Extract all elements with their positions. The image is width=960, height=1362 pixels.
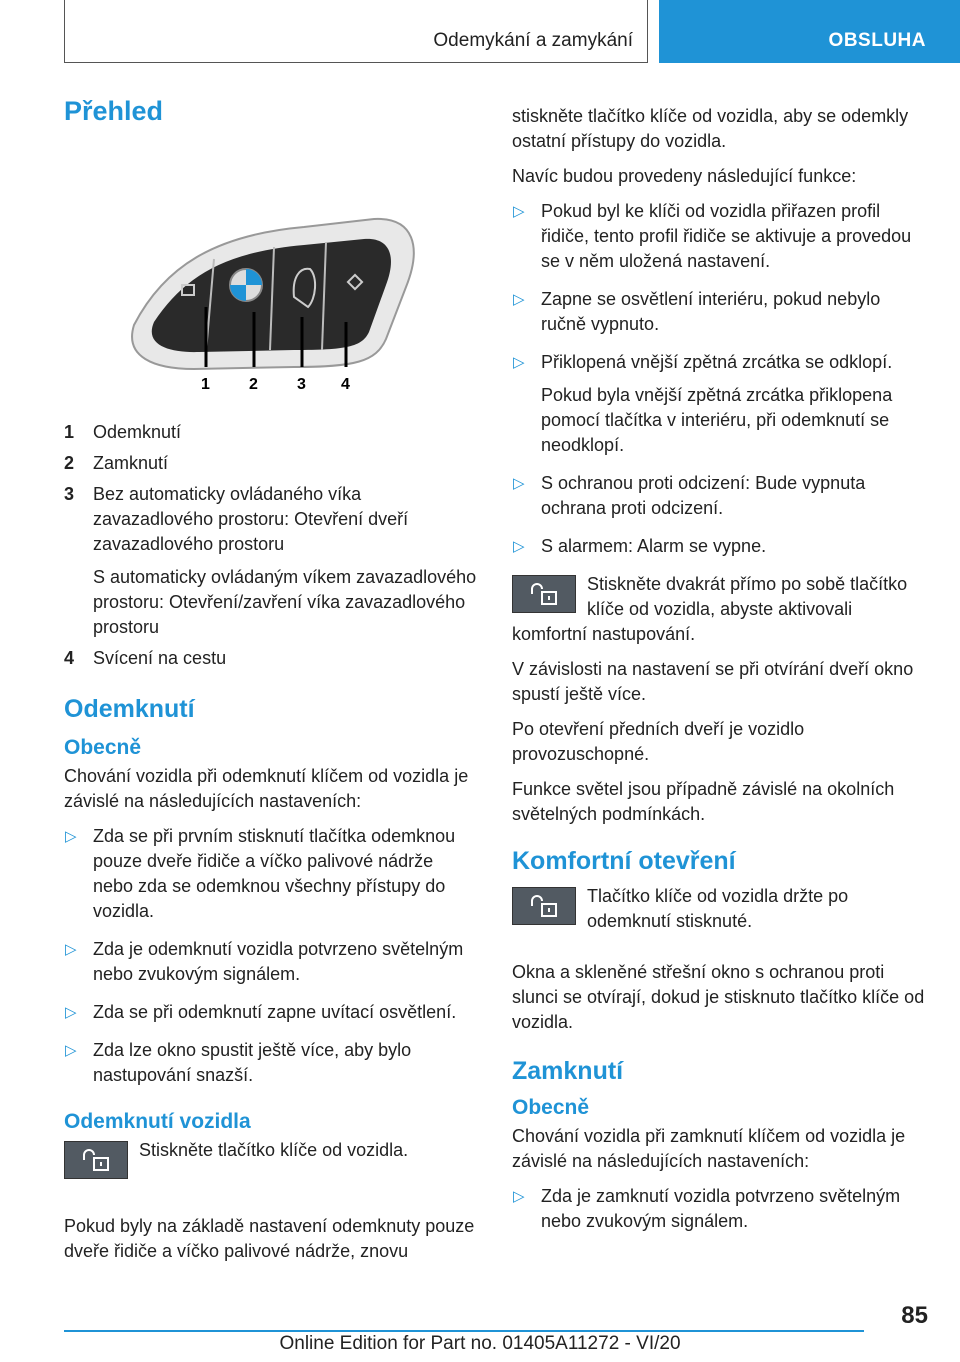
comfort-instruction: Tlačítko klíče od vozidla držte po odemknutí stisknuté. [512,884,926,950]
lock-general-heading: Obecně [512,1096,590,1119]
unlock-vehicle-heading: Odemknutí vozidla [64,1110,251,1133]
unlock-note: Pokud byly na základě nastavení odemknuty pouze dveře řidiče a víčko palivové nádrže, znovu [64,1216,475,1261]
paragraph: Navíc budou provedeny následující funkce: [512,166,857,186]
list-item: ▷ Zda je odemknutí vozidla potvrzeno světelným nebo zvukovým signálem. [65,939,464,984]
unlock-button-icon [64,1141,128,1179]
footer-divider [64,1330,864,1332]
chapter-header [64,0,648,63]
section-title: OBSLUHA [828,30,926,51]
general-heading: Obecně [64,736,142,759]
triangle-bullet-icon: ▷ [513,354,525,371]
legend-item: 1 Odemknutí [64,422,182,442]
paragraph: V závislosti na nastavení se při otvírání dveří okno spustí ještě více. [512,659,914,704]
general-text: Chování vozidla při odemknutí klíčem od vozidla je závislé na následujících nastaveních: [64,766,469,811]
functions-bullets [512,199,926,559]
legend-item: 3 Bez automaticky ovládaného víka zavazadlového prostoru: Otevření dveří zavazadlového prostoru S automaticky ovládaným víkem zavazadlového prostoru: Otevření/zavření víka zavazadlového prostoru [64,484,477,637]
figure-label-4: 4 [341,376,350,393]
triangle-bullet-icon: ▷ [513,1188,525,1205]
unlock-heading: Odemknutí [64,695,195,723]
figure-label-3: 3 [297,376,306,393]
footer-edition: Online Edition for Part no. 01405A11272 - VI/20 [279,1333,681,1354]
lock-heading: Zamknutí [512,1057,624,1085]
triangle-bullet-icon: ▷ [65,941,77,958]
paragraph: stiskněte tlačítko klíče od vozidla, aby se odemkly ostatní přístupy do vozidla. [512,106,909,151]
overview-heading: Přehled [64,96,164,126]
left-column [64,96,478,1274]
figure-label-2: 2 [249,376,258,393]
triangle-bullet-icon: ▷ [513,203,525,220]
unlock-button-icon [512,575,576,613]
triangle-bullet-icon: ▷ [513,538,525,555]
list-item: ▷ Zda lze okno spustit ještě více, aby bylo nastupování snazší. [65,1040,412,1085]
car-key-illustration [124,207,424,397]
chapter-title: Odemykání a zamykání [433,30,633,51]
paragraph: Po otevření předních dveří je vozidlo provozuschopné. [512,719,805,764]
triangle-bullet-icon: ▷ [65,1042,77,1059]
right-column [512,104,926,1247]
triangle-bullet-icon: ▷ [65,828,77,845]
list-item: ▷ Zapne se osvětlení interiéru, pokud nebylo ručně vypnuto. [513,289,881,334]
legend-item: 4 Svícení na cestu [64,648,227,668]
unlock-press-instruction: Stiskněte tlačítko klíče od vozidla. [64,1138,478,1204]
double-press-instruction: Stiskněte dvakrát přímo po sobě tlačítko klíče od vozidla, abyste aktivovali komfortní nastupování. [512,574,908,644]
legend-item: 2 Zamknutí [64,453,169,473]
list-item: ▷ S alarmem: Alarm se vypne. [512,534,926,559]
list-item: ▷ Zda se při prvním stisknutí tlačítka odemknou pouze dveře řidiče a víčko palivové nádrže nebo zda se odemknou všechny přístupy do vozidla. [65,826,456,921]
general-bullets [64,824,478,1088]
figure-legend [64,420,478,671]
paragraph: Funkce světel jsou případně závislé na okolních světelných podmínkách. [512,779,895,824]
list-item: ▷ Zda se při odemknutí zapne uvítací osvětlení. [64,1000,478,1025]
list-item: ▷ Přiklopená vnější zpětná zrcátka se odklopí. Pokud byla vnější zpětná zrcátka přiklopena pomocí tlačítka v interiéru, při odemknutí se neodklopí. [513,352,893,455]
page-number: 85 [901,1302,928,1329]
paragraph: Chování vozidla při zamknutí klíčem od vozidla je závislé na následujících nastaveních: [512,1126,906,1171]
list-item: ▷ Zda je zamknutí vozidla potvrzeno světelným nebo zvukovým signálem. [513,1186,901,1231]
figure-label-1: 1 [201,376,210,393]
comfort-heading: Komfortní otevření [512,847,736,875]
triangle-bullet-icon: ▷ [65,1004,77,1021]
list-item: ▷ Pokud byl ke klíči od vozidla přiřazen profil řidiče, tento profil řidiče se aktivuje a provedou se v něm uložená nastavení. [513,201,912,271]
unlock-button-icon [512,887,576,925]
triangle-bullet-icon: ▷ [513,475,525,492]
paragraph: Okna a skleněné střešní okno s ochranou proti slunci se otvírají, dokud je stisknuto tlačítko klíče od vozidla. [512,962,925,1032]
list-item: ▷ S ochranou proti odcizení: Bude vypnuta ochrana proti odcizení. [513,473,866,518]
lock-bullets [512,1184,926,1234]
section-tab [659,0,960,63]
triangle-bullet-icon: ▷ [513,291,525,308]
